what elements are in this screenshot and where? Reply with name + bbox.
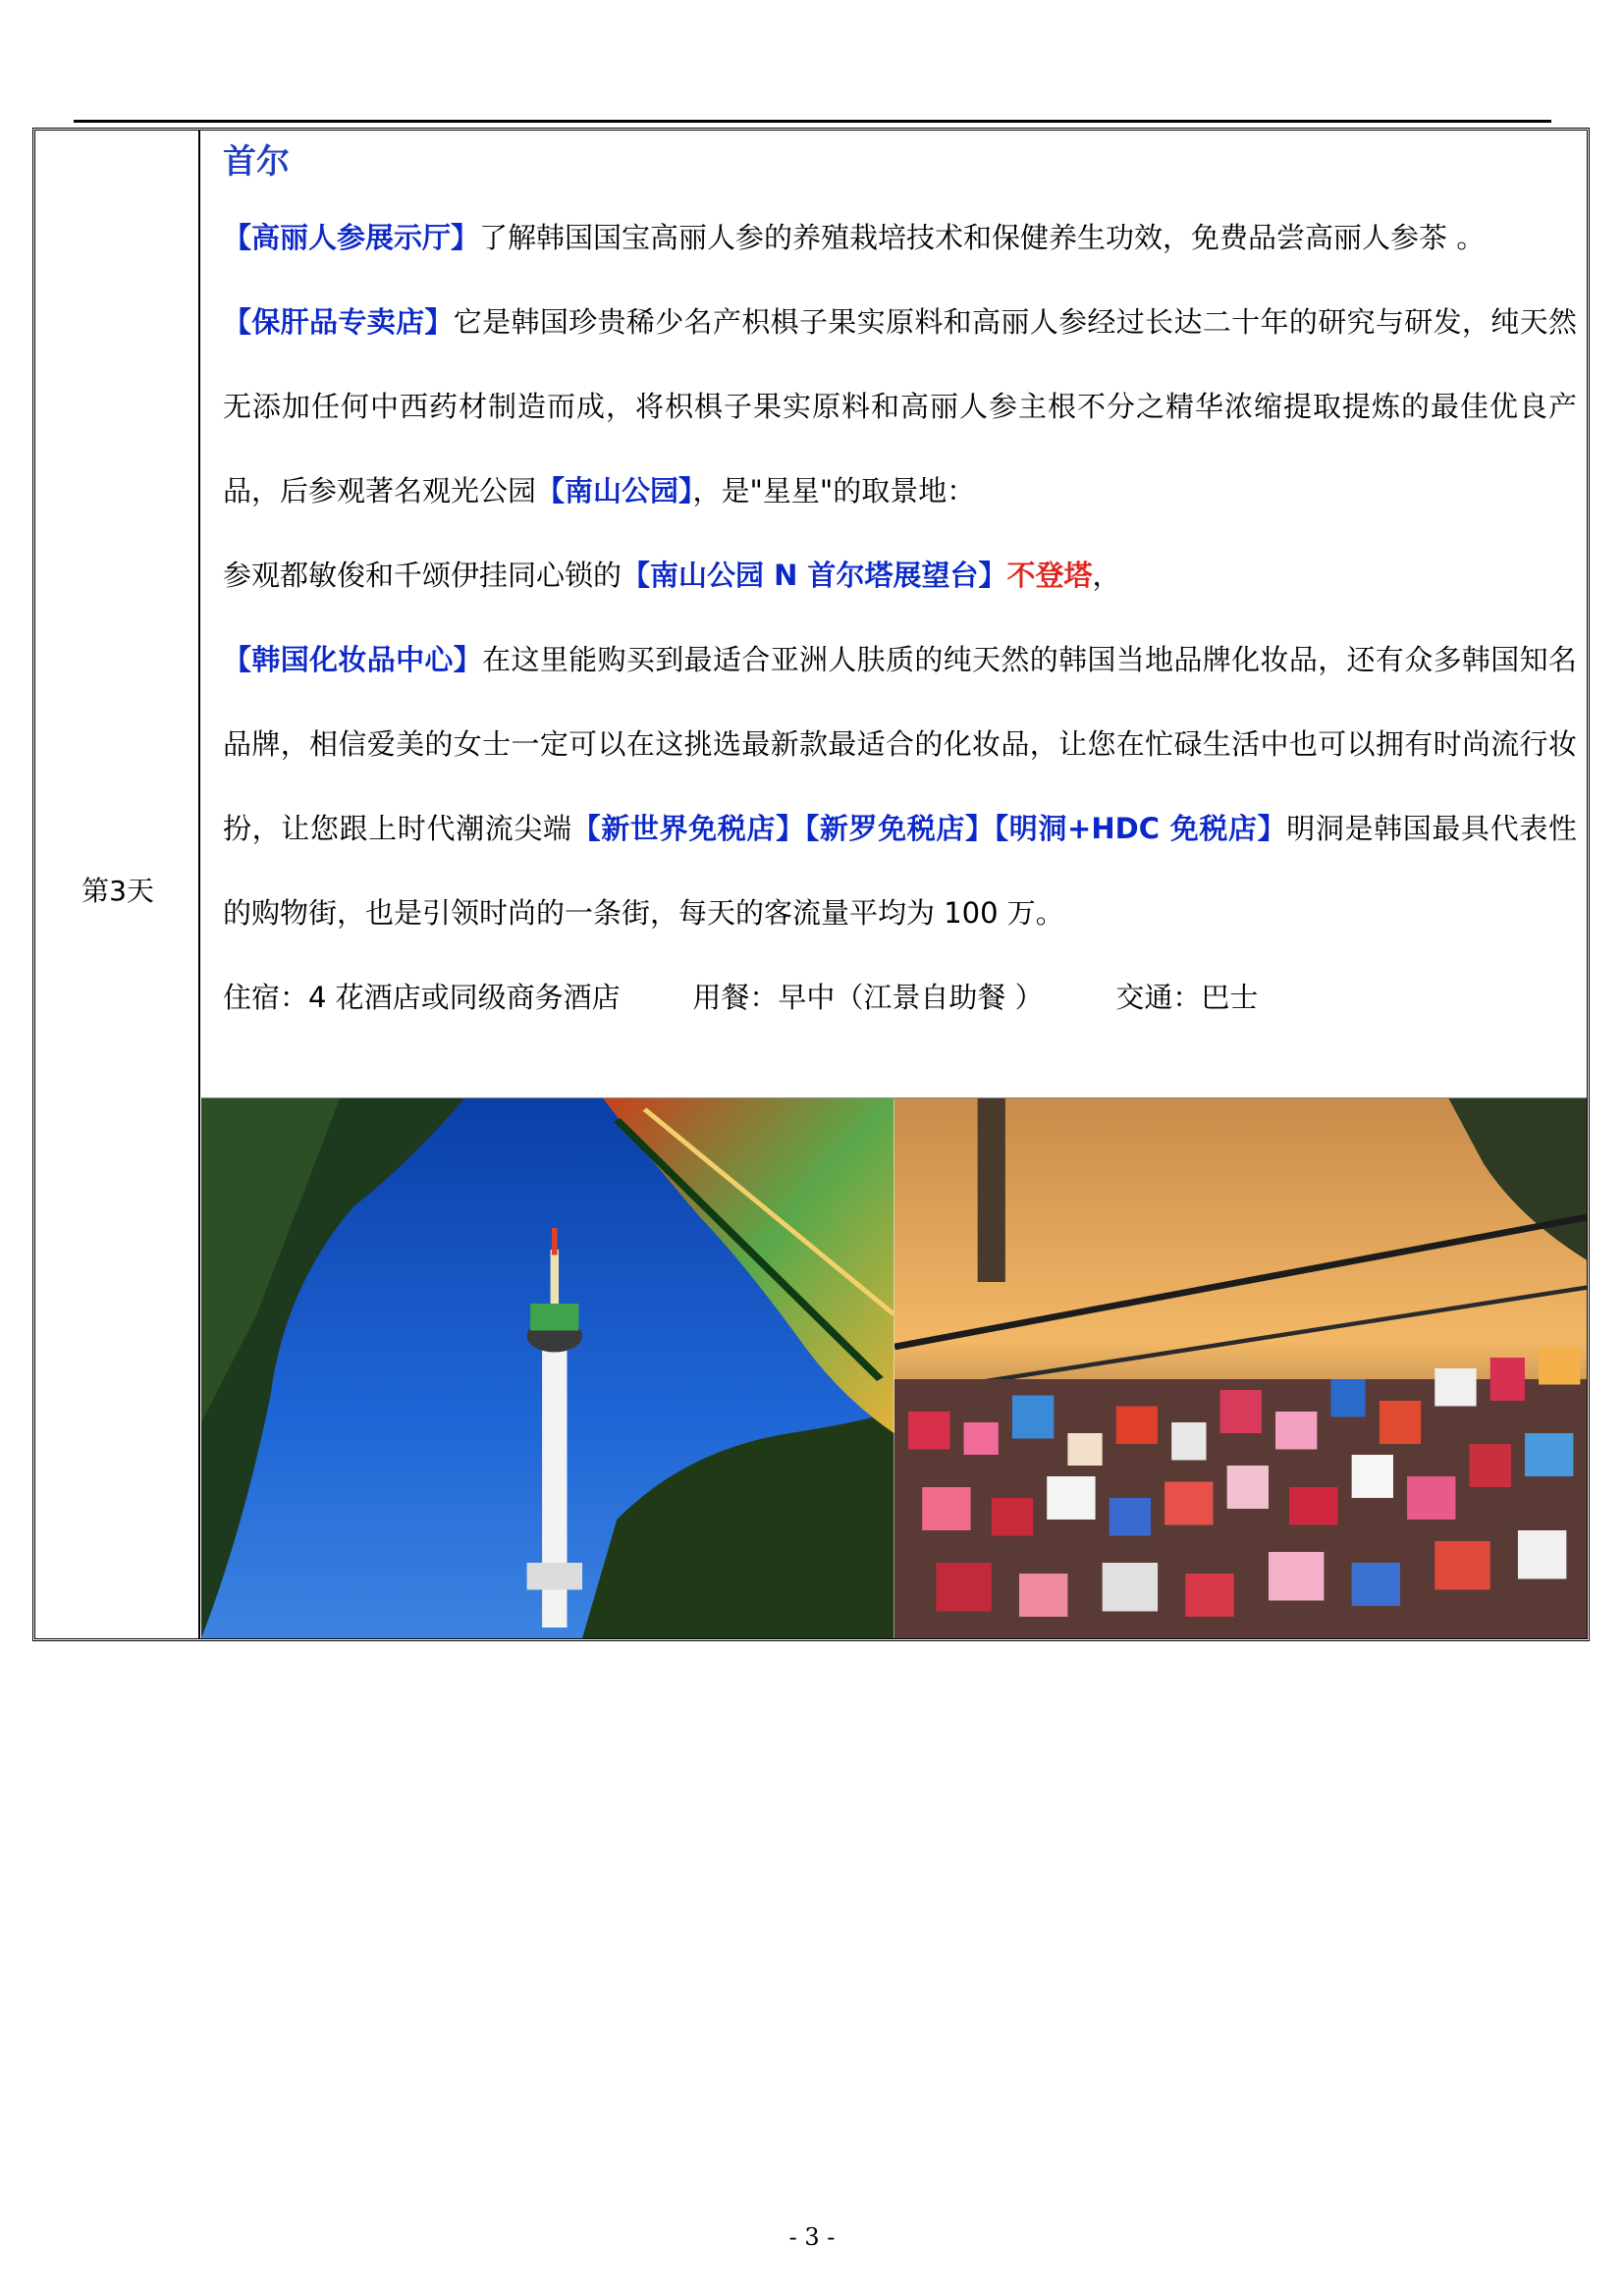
itinerary-table: [32, 128, 1590, 1641]
city-title: 首尔: [223, 142, 290, 182]
highlight-place: 【保肝品专卖店】: [223, 305, 454, 339]
highlight-place: 【高丽人参展示厅】: [223, 221, 480, 254]
content-text: [223, 138, 1577, 1040]
page-number: - 3 -: [788, 2223, 836, 2251]
info-line: [223, 955, 1577, 1040]
paragraph-text: 了解韩国国宝高丽人参的养殖栽培技术和保健养生功效，免费品尝高丽人参茶 。: [479, 221, 1486, 254]
love-locks-photo: [894, 1098, 1588, 1638]
highlight-place: 【南山公园 N 首尔塔展望台】: [622, 559, 1007, 592]
paragraph-text: 它是韩国珍贵稀少名产枳椇子果实原料和高丽人参经过长达二十年的研究与研发，纯天然无添加任何中西药材制造而成，将枳椇子果实原料和高丽人参主根不分之精华浓缩提取提炼的最佳优良产品，后参观著名观光公园: [223, 305, 1577, 507]
day-cell: [35, 131, 200, 1638]
transport-info: 交通：巴士: [1115, 981, 1259, 1014]
n-seoul-tower-photo: [201, 1098, 894, 1638]
highlight-place: 【新世界免税店】【新罗免税店】【明洞+HDC 免税店】: [571, 812, 1287, 845]
paragraph-text: 明洞是韩国最具代表性的购物街，也是引领时尚的一条街，每天的客流量平均为 100 万。: [223, 812, 1577, 930]
day-label: 第3天: [81, 875, 154, 907]
paragraph-text: 在这里能购买到最适合亚洲人肤质的纯天然的韩国当地品牌化妆品，还有众多韩国知名品牌，相信爱美的女士一定可以在这挑选最新款最适合的化妆品，让您在忙碌生活中也可以拥有时尚流行妆扮，让您跟上时代潮流尖端: [223, 643, 1577, 845]
paragraph-text: ，是"星星"的取景地：: [692, 474, 976, 507]
lodging-info: 住宿：4 花酒店或同级商务酒店: [223, 981, 621, 1014]
warning-text: 不登塔: [1006, 559, 1093, 592]
itinerary-paragraph: [223, 195, 1577, 280]
meals-info: 用餐：早中（江景自助餐 ）: [692, 981, 1044, 1014]
paragraph-text: 参观都敏俊和千颂伊挂同心锁的: [223, 559, 623, 592]
itinerary-paragraph: [223, 533, 1577, 617]
itinerary-paragraph: [223, 280, 1577, 533]
header-rule: [74, 120, 1551, 123]
content-cell: [201, 131, 1587, 1638]
highlight-place: 【南山公园】: [536, 474, 693, 507]
highlight-place: 【韩国化妆品中心】: [223, 643, 483, 676]
itinerary-paragraph: [223, 617, 1577, 955]
paragraph-text: ，: [1092, 559, 1121, 592]
itinerary-paragraphs: [223, 195, 1577, 955]
photo-strip: [201, 1097, 1587, 1638]
